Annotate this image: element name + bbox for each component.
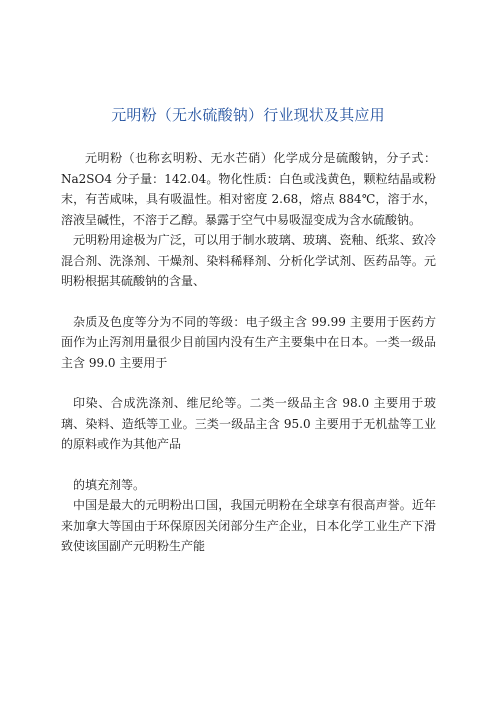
paragraph-export: 中国是最大的元明粉出口国，我国元明粉在全球享有很高声誉。近年来加拿大等国由于环保原因关闭部分生产企业，日本化学工业生产下滑致使该国副产元明粉生产能 [61, 498, 436, 553]
paragraph-grades: 杂质及色度等分为不同的等级：电子级主含 99.99 主要用于医药方面作为止泻剂用量很少目前国内没有生产主要集中在日本。一类一级品主含 99.0 主要用于 [61, 314, 436, 370]
paragraph-filler: 的填充剂等。 [73, 477, 146, 492]
paragraph-uses: 元明粉用途极为广泛，可以用于制水玻璃、玻璃、瓷釉、纸浆、致冷混合剂、洗涤剂、干燥剂、染料稀释剂、分析化学试剂、医药品等。元明粉根据其硫酸钠的含量、 [61, 233, 436, 288]
document-body [61, 148, 436, 557]
paragraph-composition: 元明粉（也称玄明粉、无水芒硝）化学成分是硫酸钠，分子式：Na2SO4 分子量：142.04。物化性质：白色或浅黄色，颗粒结晶或粉末，有苦咸味，具有吸温性。相对密度 2.68，熔点 884℃，溶于水，溶液呈碱性，不溶于乙醇。暴露于空气中易吸湿变成为含水硫酸钠。 [61, 151, 436, 227]
document-title: 元明粉（无水硫酸钠）行业现状及其应用 [111, 106, 385, 124]
paragraph-grade-applications: 印染、合成洗涤剂、维尼纶等。二类一级品主含 98.0 主要用于玻璃、染料、造纸等工业。三类一级品主含 95.0 主要用于无机盐等工业的原料或作为其他产品 [61, 396, 436, 451]
